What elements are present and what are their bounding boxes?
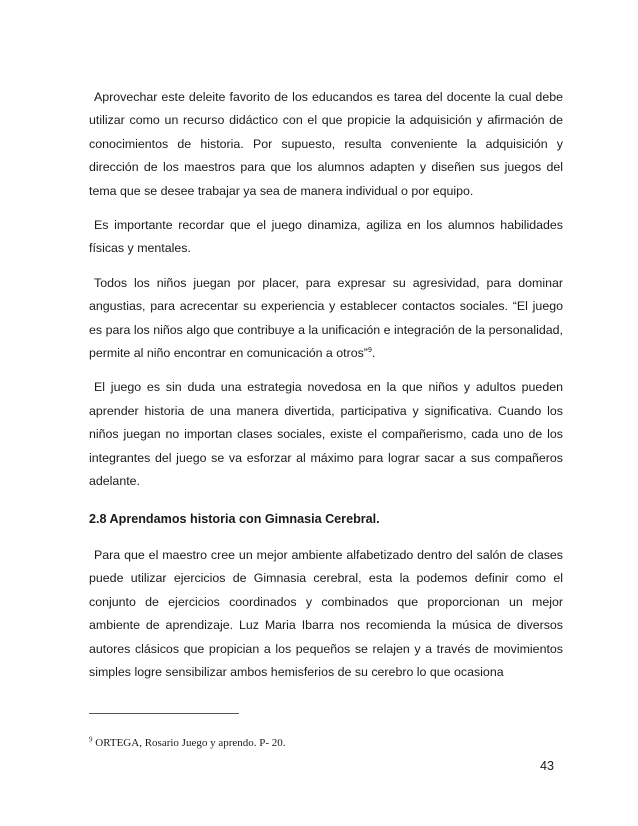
footnote-divider (89, 713, 239, 714)
paragraph-children-play-text: Todos los niños juegan por placer, para expresar su agresividad, para dominar angustias, para acrecentar su experiencia y establecer contactos sociales. “El juego es para los niños algo que contribuye a la unificación e integración de la personalidad, permite al niño encontrar en comunicación a otros” (89, 275, 563, 361)
section-body-text (89, 544, 563, 684)
footnote (89, 737, 286, 749)
paragraph-children-play (89, 272, 563, 366)
paragraph-game-didactic: Aprovechar este deleite favorito de los educandos es tarea del docente la cual debe utilizar como un recurso didáctico con el que propicie la adquisición y afirmación de conocimientos de historia. Por supuesto, resulta conveniente la adquisición y dirección de los maestros para que los alumnos adapten y diseñen sus juegos del tema que se desee trabajar ya sea de manera individual o por equipo. (89, 90, 563, 198)
page-number: 43 (540, 759, 555, 773)
footnote-reference: 9 (367, 346, 372, 354)
section-heading: 2.8 Aprendamos historia con Gimnasia Cerebral. (89, 512, 380, 526)
paragraph-brain-gym: Para que el maestro cree un mejor ambiente alfabetizado dentro del salón de clases puede utilizar ejercicios de Gimnasia cerebral, esta la podemos definir como el conjunto de ejercicios coordinados y combinados que proporcionan un mejor ambiente de aprendizaje. Luz Maria Ibarra nos recomienda la música de diversos autores clásicos que propician a los pequeños se relajen y a través de movimientos simples logre sensibilizar ambos hemisferios de su cerebro lo que ocasiona (89, 548, 563, 680)
paragraph-game-strategy: El juego es sin duda una estrategia novedosa en la que niños y adultos pueden aprender historia de una manera divertida, participativa y significativa. Cuando los niños juegan no importan clases sociales, existe el compañerismo, cada uno de los integrantes del juego se va esforzar al máximo para lograr sacar a sus compañeros adelante. (89, 380, 563, 489)
footnote-number: 9 (89, 735, 93, 744)
paragraph-game-dynamizes: Es importante recordar que el juego dinamiza, agiliza en los alumnos habilidades físicas y mentales. (89, 218, 563, 256)
footnote-text: ORTEGA, Rosario Juego y aprendo. P- 20. (95, 737, 286, 749)
body-text (89, 86, 563, 494)
footnote-reference-period: . (371, 346, 376, 361)
